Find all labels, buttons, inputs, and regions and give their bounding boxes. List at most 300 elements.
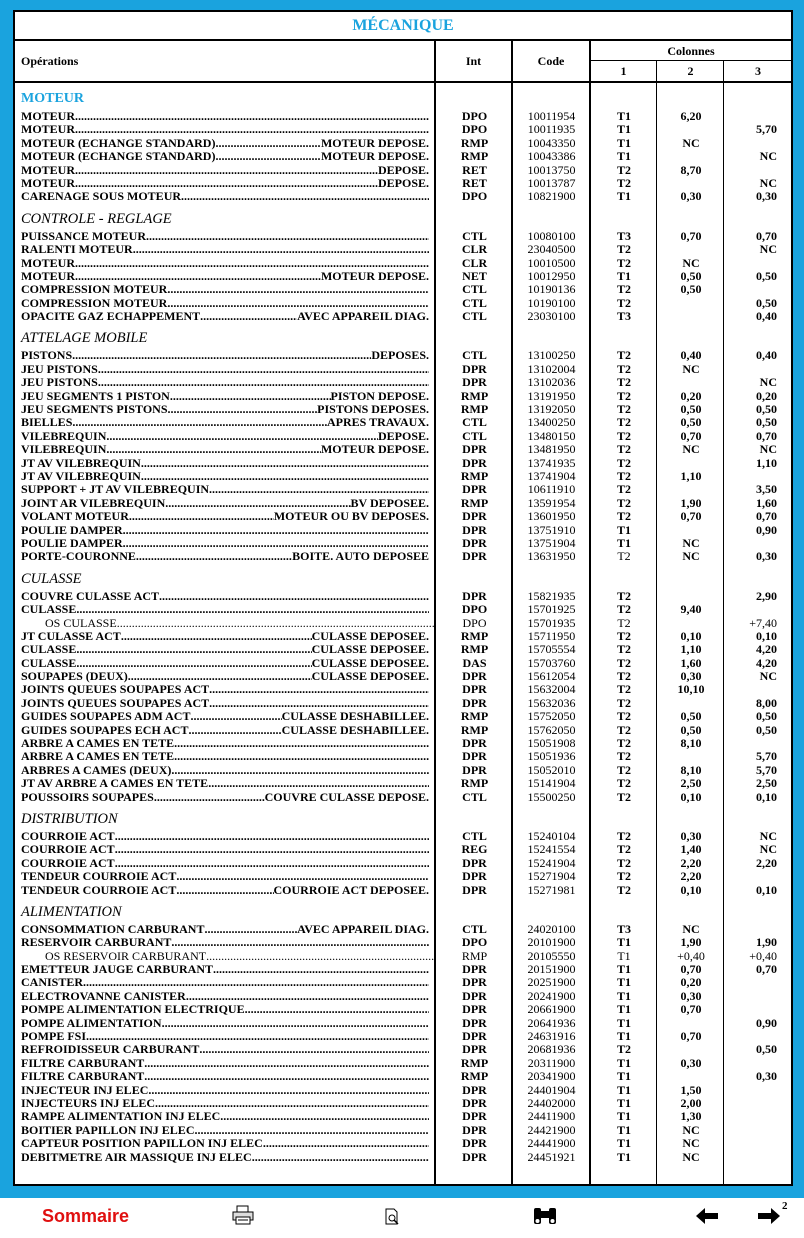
cell-code: 10190100	[527, 295, 576, 310]
cell-c2: 8,10	[680, 736, 702, 751]
cell-c3: 0,70	[756, 228, 777, 243]
operation-label: OS CULASSE	[45, 616, 117, 630]
table-row	[15, 470, 791, 483]
cell-c3: 0,30	[756, 1069, 777, 1084]
operation-label: JT AV ARBRE A CAMES EN TETE	[21, 777, 209, 791]
leader-dots	[75, 110, 429, 123]
operation-cell	[21, 670, 429, 683]
operation-label: REFROIDISSEUR CARBURANT	[21, 1043, 200, 1057]
operation-label: JEU PISTONS	[21, 362, 98, 376]
cell-c2: 1,10	[680, 642, 702, 657]
leader-dots	[115, 857, 429, 870]
operation-cell	[21, 936, 429, 949]
cell-c2: +0,40	[677, 948, 705, 963]
operation-label: FILTRE CARBURANT	[21, 1056, 145, 1070]
cell-c3: 0,10	[756, 628, 777, 643]
table-row	[15, 963, 791, 976]
cell-int: DPR	[462, 1122, 487, 1137]
cell-c1: T1	[616, 1029, 631, 1044]
cell-int: DPR	[462, 1096, 487, 1110]
cell-int: DPO	[461, 109, 488, 123]
operation-cell	[21, 443, 429, 456]
operation-condition: DEPOSE.	[377, 429, 429, 443]
table-row	[15, 630, 791, 643]
cell-c3: NC	[759, 149, 777, 164]
binoculars-icon[interactable]	[532, 1206, 558, 1231]
cell-code: 20341900	[527, 1069, 576, 1084]
cell-int: DPR	[462, 1149, 487, 1164]
operation-cell	[21, 1124, 429, 1137]
operation-label: JT AV VILEBREQUIN	[21, 456, 141, 470]
section-heading	[15, 804, 791, 830]
cell-c2: 0,10	[680, 789, 702, 804]
cell-code: 10011954	[527, 109, 576, 123]
operation-condition: PISTON DEPOSE.	[330, 389, 429, 403]
cell-int: RET	[462, 175, 487, 190]
cell-c2: NC	[682, 255, 700, 270]
operation-condition: DEPOSE.	[377, 176, 429, 190]
operation-cell	[21, 963, 429, 976]
cell-code: 13480150	[527, 428, 576, 443]
operation-condition: CULASSE DEPOSEE.	[311, 629, 429, 643]
leader-dots	[200, 310, 297, 323]
operation-label: OS RESERVOIR CARBURANT	[45, 949, 207, 963]
cell-c1: T2	[616, 1042, 631, 1057]
cell-code: 15703760	[527, 655, 576, 670]
leader-dots	[115, 843, 429, 856]
operation-label: POMPE FSI	[21, 1030, 86, 1044]
operation-cell	[21, 990, 429, 1003]
operation-label: ARBRE A CAMES EN TETE	[21, 737, 175, 751]
cell-c2: 1,60	[680, 655, 702, 670]
table-row	[15, 830, 791, 843]
operation-cell	[21, 590, 429, 603]
document-sheet	[13, 10, 793, 1186]
operation-cell	[21, 310, 429, 323]
cell-c2: 0,30	[680, 669, 702, 684]
cell-int: RMP	[460, 1069, 489, 1084]
cell-int: DAS	[462, 655, 487, 670]
cell-int: DPO	[461, 602, 488, 617]
leader-dots	[167, 283, 429, 296]
cell-c1: T2	[616, 175, 631, 190]
table-row	[15, 1043, 791, 1056]
operation-cell	[21, 1030, 429, 1043]
divider	[15, 39, 791, 41]
operation-label: RAMPE ALIMENTATION INJ ELEC	[21, 1110, 221, 1124]
table-row	[15, 1003, 791, 1016]
cell-code: 24421900	[527, 1122, 576, 1137]
cell-c1: T1	[616, 109, 631, 123]
operation-cell	[21, 764, 429, 777]
cell-int: CTL	[462, 789, 487, 804]
cell-c2: 1,30	[680, 1109, 702, 1124]
operation-condition: BOITE. AUTO DEPOSEE	[292, 550, 429, 564]
leader-dots	[167, 297, 429, 310]
cell-code: 15711950	[527, 628, 576, 643]
cell-int: DPR	[462, 1136, 487, 1151]
cell-int: DPR	[462, 375, 487, 390]
cell-code: 10821900	[527, 189, 576, 204]
cell-int: RMP	[461, 948, 488, 963]
cell-c2: 1,90	[680, 495, 702, 510]
cell-code: 10043386	[527, 149, 576, 164]
cell-c1: T3	[616, 309, 631, 324]
cell-int: DPO	[462, 615, 487, 630]
operation-label: JOINTS QUEUES SOUPAPES ACT	[21, 696, 210, 710]
cell-code: 10013750	[527, 162, 576, 177]
cell-code: 13192050	[527, 402, 576, 417]
cell-c3: 0,70	[756, 962, 777, 977]
leader-dots	[115, 830, 429, 843]
cell-int: CTL	[462, 921, 487, 936]
cell-c1: T2	[616, 361, 631, 376]
section-title: CONTROLE - REGLAGE	[21, 210, 172, 227]
operation-label: EMETTEUR JAUGE CARBURANT	[21, 963, 214, 977]
cell-c2: 0,50	[680, 268, 702, 283]
cell-int: DPR	[462, 962, 487, 977]
leader-dots	[75, 257, 429, 270]
table-row	[15, 177, 791, 190]
cell-int: DPR	[462, 549, 487, 564]
cell-int: NET	[462, 268, 487, 283]
cell-code: 24441900	[527, 1136, 576, 1151]
table-row	[15, 550, 791, 563]
leader-dots	[136, 550, 292, 563]
cell-c3: 5,70	[756, 762, 777, 777]
table-row	[15, 443, 791, 456]
cell-code: 10043350	[527, 135, 576, 150]
operation-label: VOLANT MOTEUR	[21, 510, 129, 524]
cell-c1: T1	[616, 1136, 631, 1151]
cell-c2: NC	[682, 1149, 700, 1164]
cell-c2: 8,10	[680, 762, 702, 777]
cell-c1: T1	[616, 935, 631, 950]
table-row	[15, 376, 791, 389]
operation-label: MOTEUR	[21, 163, 75, 177]
cell-code: 10010500	[527, 255, 576, 270]
operation-label: PUISSANCE MOTEUR	[21, 229, 147, 243]
operation-cell	[21, 697, 429, 710]
leader-dots	[215, 150, 321, 163]
leader-dots	[141, 470, 429, 483]
cell-int: RMP	[460, 402, 489, 417]
operation-cell	[21, 1057, 429, 1070]
operation-label: TENDEUR COURROIE ACT	[21, 870, 177, 884]
cell-code: 13191950	[527, 388, 576, 403]
cell-int: RMP	[460, 495, 489, 510]
operation-condition: CULASSE DEPOSEE.	[311, 656, 429, 670]
cell-c3: 0,50	[756, 722, 777, 737]
cell-int: DPR	[462, 762, 487, 777]
table-row	[15, 524, 791, 537]
leader-dots	[106, 443, 321, 456]
header-operations: Opérations	[21, 54, 79, 68]
cell-int: CTL	[462, 428, 487, 443]
cell-c2: 2,50	[680, 776, 702, 791]
cell-int: RMP	[460, 388, 489, 403]
cell-c1: T2	[616, 428, 631, 443]
cell-int: CTL	[462, 295, 487, 310]
cell-int: DPR	[462, 749, 487, 764]
cell-int: DPR	[462, 1082, 487, 1097]
cell-int: RMP	[460, 709, 489, 724]
printer-icon[interactable]	[232, 1205, 254, 1230]
table-row	[15, 1030, 791, 1043]
cell-int: DPR	[462, 535, 487, 550]
cell-c1: T1	[616, 1109, 631, 1124]
operation-cell	[21, 270, 429, 283]
cell-c3: NC	[759, 669, 777, 684]
cell-code: 15762050	[527, 722, 576, 737]
cell-c1: T1	[616, 1015, 631, 1030]
cell-c3: 0,10	[756, 789, 777, 804]
cell-int: RMP	[460, 722, 489, 737]
operation-cell	[21, 550, 429, 563]
table-row	[15, 349, 791, 362]
page-title: MÉCANIQUE	[352, 17, 454, 34]
cell-int: CTL	[462, 828, 487, 843]
cell-code: 13741935	[527, 455, 576, 470]
cell-code: 15241904	[527, 855, 576, 870]
cell-c2: 0,40	[680, 348, 702, 363]
operation-label: MOTEUR	[21, 269, 75, 283]
operation-cell	[21, 1137, 429, 1150]
cell-c1: T1	[616, 962, 631, 977]
table-row	[15, 884, 791, 897]
table-row	[15, 1110, 791, 1123]
divider	[15, 81, 791, 83]
cell-c3: 0,50	[756, 415, 777, 430]
cell-c1: T2	[616, 709, 631, 724]
cell-c2: NC	[682, 921, 700, 936]
cell-c1: T1	[617, 948, 631, 963]
cell-code: 24402000	[527, 1096, 576, 1110]
header-col-3: 3	[755, 64, 761, 78]
operation-label: MOTEUR	[21, 256, 75, 270]
operation-label: JEU SEGMENTS 1 PISTON	[21, 389, 170, 403]
leader-dots	[188, 724, 281, 737]
operation-cell	[21, 884, 429, 897]
operation-cell	[21, 230, 429, 243]
table-row	[15, 497, 791, 510]
cell-c3: 0,70	[756, 428, 777, 443]
cell-c1: T1	[616, 135, 631, 150]
operation-condition: MOTEUR DEPOSE.	[320, 443, 429, 457]
cell-c2: 0,30	[680, 828, 702, 843]
operation-condition: DEPOSE.	[377, 163, 429, 177]
operation-cell	[21, 1151, 429, 1164]
cell-code: 13100250	[527, 348, 576, 363]
operation-cell	[21, 190, 429, 203]
cell-c3: 5,70	[756, 122, 777, 137]
operation-label: SOUPAPES (DEUX)	[21, 670, 128, 684]
table-row	[15, 750, 791, 763]
operation-cell	[21, 643, 429, 656]
table-row	[15, 430, 791, 443]
cell-c2: 0,50	[680, 722, 702, 737]
leader-dots	[117, 617, 435, 630]
operation-cell	[21, 524, 429, 537]
operation-label: BIELLES	[21, 416, 73, 430]
cell-code: 23030100	[527, 309, 576, 324]
cell-c3: 3,50	[756, 482, 777, 497]
cell-c1: T2	[616, 828, 631, 843]
operation-label: JT AV VILEBREQUIN	[21, 469, 141, 483]
cell-int: RMP	[460, 149, 489, 164]
cell-int: DPR	[462, 1109, 487, 1124]
cell-c2: 9,40	[680, 602, 702, 617]
operation-label: BOITIER PAPILLON INJ ELEC	[21, 1123, 195, 1137]
cell-c3: 1,90	[756, 935, 777, 950]
cell-c1: T1	[616, 522, 631, 537]
cell-int: DPR	[462, 1042, 487, 1057]
table-row	[15, 110, 791, 123]
cell-code: 20105550	[527, 948, 576, 963]
operation-cell	[21, 123, 429, 136]
cell-c1: T2	[616, 602, 631, 617]
leader-dots	[154, 791, 265, 804]
cell-c3: 1,60	[756, 495, 777, 510]
cell-c2: 2,20	[680, 855, 702, 870]
cell-int: DPR	[462, 855, 487, 870]
table-row	[15, 190, 791, 203]
cell-c1: T3	[616, 921, 631, 936]
cell-code: 15701925	[527, 602, 576, 617]
cell-code: 13591954	[527, 495, 576, 510]
cell-int: DPR	[462, 442, 487, 457]
cell-c2: NC	[682, 1136, 700, 1151]
leader-dots	[181, 190, 429, 203]
table-row	[15, 603, 791, 616]
operation-cell	[21, 376, 429, 389]
table-row	[15, 777, 791, 790]
cell-c1: T2	[616, 749, 631, 764]
operation-label: MOTEUR	[21, 110, 75, 123]
cell-c2: NC	[682, 535, 700, 550]
table-row	[15, 737, 791, 750]
leader-dots	[148, 1084, 429, 1097]
cell-int: DPR	[462, 509, 487, 524]
leader-dots	[190, 710, 281, 723]
cell-int: DPO	[461, 935, 488, 950]
cell-int: DPR	[462, 588, 487, 603]
operation-cell	[21, 457, 429, 470]
cell-c2: NC	[682, 135, 700, 150]
operation-cell	[21, 497, 429, 510]
cell-code: 24411900	[527, 1109, 576, 1124]
operation-cell	[21, 1043, 429, 1056]
leader-dots	[194, 1124, 429, 1137]
cell-code: 20661900	[527, 1002, 576, 1017]
cell-c1: T2	[616, 348, 631, 363]
operation-cell	[21, 737, 429, 750]
cell-c2: 0,50	[680, 709, 702, 724]
cell-int: DPR	[462, 882, 487, 897]
operation-condition: CULASSE DEPOSEE.	[311, 643, 429, 657]
cell-c2: 1,90	[680, 935, 702, 950]
leader-dots	[174, 737, 429, 750]
cell-c1: T2	[616, 242, 631, 257]
cell-code: 15271904	[527, 869, 576, 884]
operation-cell	[21, 976, 429, 989]
cell-c2: 0,30	[680, 1055, 702, 1070]
cell-code: 20681936	[527, 1042, 576, 1057]
operation-condition: AVEC APPAREIL DIAG.	[297, 922, 429, 936]
operations-table	[15, 84, 791, 1164]
operation-cell	[21, 724, 429, 737]
cell-c2: 2,00	[680, 1096, 702, 1110]
cell-c1: T1	[616, 189, 631, 204]
sommaire-link[interactable]: Sommaire	[42, 1206, 130, 1226]
table-row	[15, 710, 791, 723]
cell-int: DPR	[462, 869, 487, 884]
search-doc-icon[interactable]	[384, 1208, 402, 1231]
operation-label: DEBITMETRE AIR MASSIQUE INJ ELEC	[21, 1150, 252, 1164]
operation-cell	[21, 830, 429, 843]
operation-condition: MOTEUR DEPOSE.	[320, 269, 429, 283]
cell-c3: 4,20	[756, 655, 777, 670]
cell-c2: 0,30	[680, 988, 702, 1003]
cell-code: 13102004	[527, 361, 576, 376]
cell-c3: 0,10	[756, 882, 777, 897]
cell-code: 15701935	[527, 615, 576, 630]
cell-code: 15051936	[527, 749, 576, 764]
operation-label: COURROIE ACT	[21, 829, 115, 843]
cell-c2: 0,10	[680, 882, 702, 897]
table-row	[15, 617, 791, 630]
operation-label: COMPRESSION MOTEUR	[21, 283, 168, 297]
leader-dots	[76, 657, 311, 670]
cell-c1: T2	[616, 282, 631, 297]
table-row	[15, 510, 791, 523]
table-row	[15, 950, 791, 963]
cell-int: RMP	[460, 776, 489, 791]
section-title: ATTELAGE MOBILE	[21, 330, 148, 347]
cell-c1: T2	[616, 842, 631, 857]
operation-condition: DEPOSES.	[371, 349, 429, 363]
table-row	[15, 1084, 791, 1097]
operation-cell	[21, 137, 429, 150]
operation-label: JOINTS QUEUES SOUPAPES ACT	[21, 683, 210, 697]
arrow-right-icon[interactable]	[758, 1208, 780, 1229]
operation-cell	[21, 349, 429, 362]
cell-c2: 10,10	[677, 682, 705, 697]
cell-c3: 4,20	[756, 642, 777, 657]
operation-label: POMPE ALIMENTATION	[21, 1016, 162, 1030]
operation-label: CONSOMMATION CARBURANT	[21, 922, 205, 936]
operation-cell	[21, 1097, 429, 1110]
operation-cell	[21, 297, 429, 310]
table-row	[15, 1151, 791, 1164]
cell-c1: T2	[616, 869, 631, 884]
cell-c2: 6,20	[680, 109, 702, 123]
cell-c3: 0,90	[756, 522, 777, 537]
arrow-left-icon[interactable]	[696, 1208, 718, 1229]
cell-code: 10013787	[527, 175, 576, 190]
section-title: DISTRIBUTION	[21, 810, 118, 827]
operation-label: FILTRE CARBURANT	[21, 1070, 145, 1084]
cell-c1: T2	[616, 375, 631, 390]
table-row	[15, 164, 791, 177]
cell-c1: T2	[616, 402, 631, 417]
leader-dots	[168, 403, 318, 416]
cell-c2: 0,20	[680, 975, 702, 990]
cell-int: DPR	[462, 1029, 487, 1044]
operation-label: TENDEUR COURROIE ACT	[21, 883, 177, 897]
cell-c1: T2	[616, 642, 631, 657]
cell-c2: 1,50	[680, 1082, 702, 1097]
